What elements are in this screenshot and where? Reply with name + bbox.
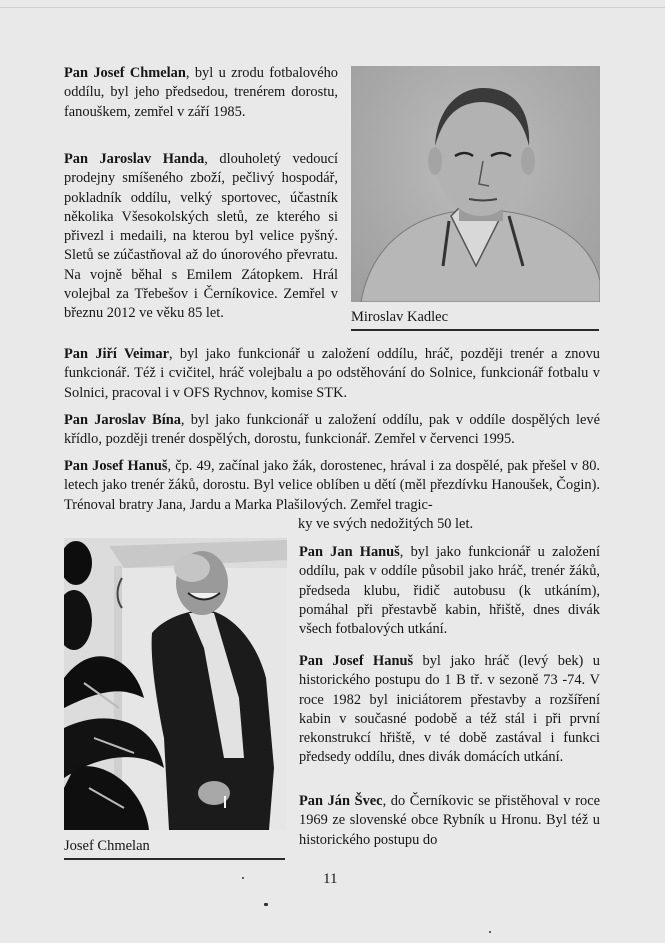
scan-speck xyxy=(489,931,491,933)
person-name: Pan Josef Hanuš xyxy=(299,653,414,669)
paragraph-text: byl jako hráč (levý bek) u historického postupu do 1 B tř. v sezoně 73 -74. V roce 1982 byl iniciátorem přestavby a rozšíření kabin v současné podobě a též stál i při první rekonstrukcí hřiště, v té době zastával i funkci předsedy oddílu, dnes divák domácích utkání. xyxy=(299,653,600,766)
person-name: Pan Jiří Veimar xyxy=(64,346,169,362)
person-name: Pan Ján Švec xyxy=(299,793,383,809)
paragraph-text: , byl jako funkcionář u založení oddílu, pak v oddíle dospělých levé křídlo, později trenér dospělých, dorostu, funkcionář. Zemřel v červenci 1995. xyxy=(64,412,601,448)
paragraph-jiri-veimar xyxy=(64,345,600,403)
person-name: Pan Josef Hanuš xyxy=(64,458,168,474)
paragraph-text: , dlouholetý vedoucí prodejny smíšeného zboží, pečlivý hospodář, pokladník oddílu, velký sportovec, účastník několika Všesokolských sletů, ze kterého si přivezl i medaili, na kterou byl velice pyšný. Sletů se zúčastňoval až do únorového převratu. Na vojně běhal s Emilem Zátopkem. Hrál volejbal za Třebešov i Černíkovice. Zemřel v březnu 2012 ve věku 85 let. xyxy=(64,151,339,322)
photo-miroslav-kadlec xyxy=(351,66,600,302)
paragraph-jan-svec xyxy=(299,792,600,850)
person-name: Pan Jaroslav Handa xyxy=(64,151,205,167)
paragraph-text: , čp. 49, začínal jako žák, dorostenec, hrával i za dospělé, pak přešel v 80. letech jako trenér žáků, dorostu. Byl velice oblíben u dětí (měl přezdívku Hanoušek, Čogin). Trénoval bratry Jana, Jardu a Marka Plašilových. Zemřel tragic- xyxy=(64,458,600,513)
paragraph-text: , byl jako funkcionář u založení oddílu, hráč, později trenér a znovu funkcionář. Též i cvičitel, hráč volejbalu a po odstěhování do Solnice, funkcionář fotbalu v Solnici, pracoval i v OFS Rychnov, komise STK. xyxy=(64,346,600,401)
photo-josef-chmelan xyxy=(64,538,287,830)
scan-speck xyxy=(242,877,244,879)
photo-caption: Miroslav Kadlec xyxy=(351,309,449,325)
paragraph-josef-hanus-player xyxy=(299,652,600,768)
paragraph-text: , byl u zrodu fotbalového oddílu, byl jeho předsedou, trenérem dorostu, fanouškem, zemřel v září 1985. xyxy=(64,65,338,120)
paragraph-jaroslav-handa xyxy=(64,150,338,324)
portrait-illustration xyxy=(351,66,600,302)
photo-caption: Josef Chmelan xyxy=(64,838,150,854)
paragraph-text: , do Černíkovic se přistěhoval v roce 1969 ze slovenské obce Rybník u Hronu. Byl též u historického postupu do xyxy=(299,793,600,848)
paragraph-text: , byl jako funkcionář u založení oddílu, pak v oddíle působil jako hráč, trenér žáků, předseda klubu, řidič autobusu (k utkáním), pomáhal při přestavbě kabin, hřiště, dnes divák všech fotbalových utkání. xyxy=(299,544,600,638)
standing-man-illustration xyxy=(64,538,287,830)
caption-rule xyxy=(64,858,285,860)
person-name: Pan Josef Chmelan xyxy=(64,65,186,81)
page-number: 11 xyxy=(323,871,338,887)
paragraph-continuation: ky ve svých nedožitých 50 let. xyxy=(298,516,474,532)
paragraph-jaroslav-bina xyxy=(64,411,600,450)
person-name: Pan Jaroslav Bína xyxy=(64,412,181,428)
paragraph-josef-chmelan xyxy=(64,64,338,122)
paragraph-josef-hanus-cp49 xyxy=(64,457,600,515)
paragraph-jan-hanus xyxy=(299,543,600,639)
scan-edge-line xyxy=(0,7,665,8)
scan-speck xyxy=(264,903,268,906)
person-name: Pan Jan Hanuš xyxy=(299,544,400,560)
caption-rule xyxy=(351,329,599,331)
